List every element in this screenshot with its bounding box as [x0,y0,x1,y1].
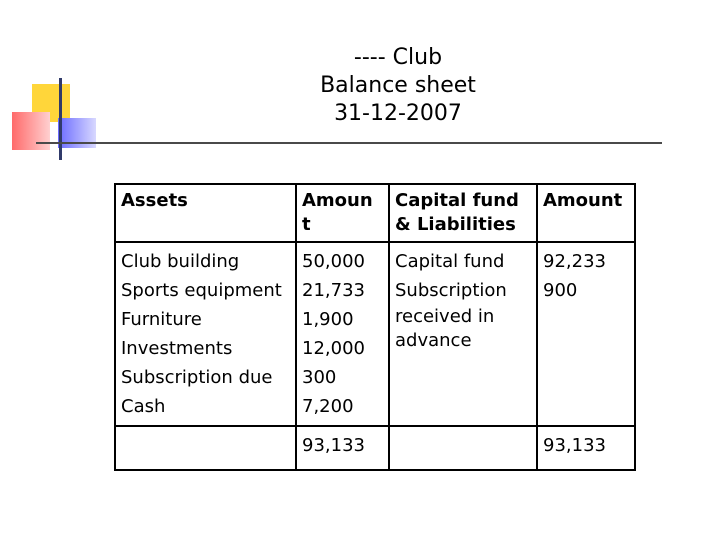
liability-item: Subscription [395,280,507,301]
asset-item: Subscription due [121,367,273,388]
red-square-shape [12,112,50,150]
liability-amount: 92,233 [543,251,606,272]
asset-item: Investments [121,338,233,359]
title-document-name: Balance sheet [320,73,476,98]
asset-amounts-cell [296,242,389,426]
liability-amount: 900 [543,280,578,301]
header-amount-liabilities: Amount [537,184,635,242]
liability-item: received in [395,306,495,327]
decorative-logo [0,0,110,170]
total-liabilities: 93,133 [537,426,635,470]
total-label-empty [115,426,296,470]
asset-items-cell [115,242,296,426]
table-body-row [115,242,635,426]
asset-amount: 7,200 [302,396,354,417]
title-date: 31-12-2007 [334,101,462,126]
asset-item: Cash [121,396,166,417]
total-assets: 93,133 [296,426,389,470]
total-liabilities-label-empty [389,426,537,470]
liability-item: advance [395,330,472,351]
asset-amount: 1,900 [302,309,354,330]
table-total-row [115,426,635,470]
title-club-name: ---- Club [353,45,443,70]
liability-item: Capital fund [395,251,505,272]
page-title [240,44,556,128]
vertical-rule [59,78,62,160]
title-divider-line [36,142,662,144]
liability-amounts-cell [537,242,635,426]
asset-item: Club building [121,251,240,272]
asset-item: Sports equipment [121,280,282,301]
header-liabilities: Capital fund & Liabilities [389,184,537,242]
liability-items-cell [389,242,537,426]
balance-sheet-table [114,183,636,471]
asset-amount: 21,733 [302,280,365,301]
header-assets: Assets [115,184,296,242]
table-header-row [115,184,635,242]
asset-item: Furniture [121,309,202,330]
asset-amount: 12,000 [302,338,365,359]
asset-amount: 50,000 [302,251,365,272]
header-amount-assets: Amoun t [296,184,389,242]
asset-amount: 300 [302,367,337,388]
